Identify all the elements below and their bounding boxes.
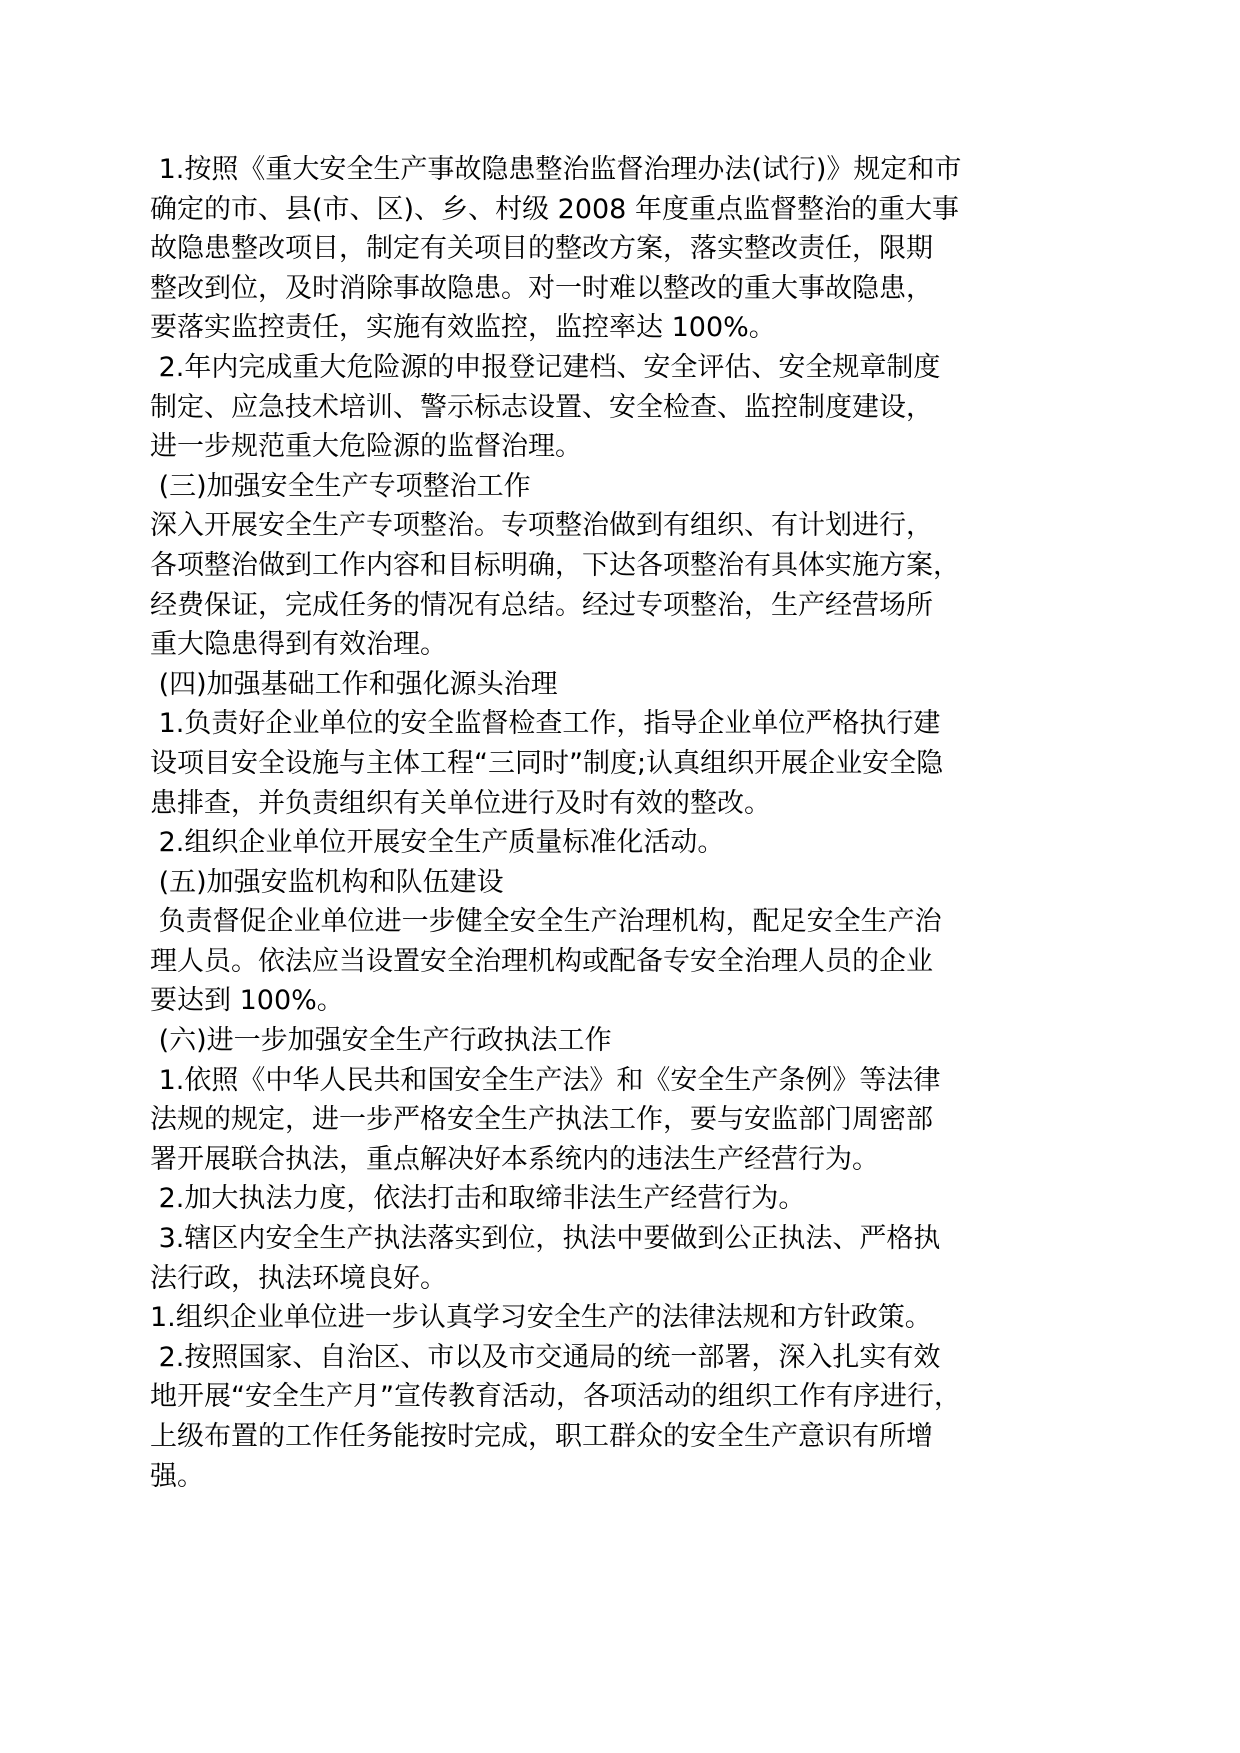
text-line: 2.组织企业单位开展安全生产质量标准化活动。 xyxy=(150,827,725,859)
text-line: 1.组织企业单位进一步认真学习安全生产的法律法规和方针政策。 xyxy=(150,1302,932,1334)
text-line: 要落实监控责任，实施有效监控，监控率达 100%。 xyxy=(150,312,776,344)
text-line: 1.负责好企业单位的安全监督检查工作，指导企业单位严格执行建 xyxy=(150,708,941,740)
text-line: (五)加强安监机构和队伍建设 xyxy=(150,866,504,898)
text-line: 1.依照《中华人民共和国安全生产法》和《安全生产条例》等法律 xyxy=(150,1064,941,1096)
text-line: (三)加强安全生产专项整治工作 xyxy=(150,470,531,502)
text-line: 制定、应急技术培训、警示标志设置、安全检查、监控制度建设， xyxy=(150,391,933,423)
text-line: 法规的规定，进一步严格安全生产执法工作，要与安监部门周密部 xyxy=(150,1104,933,1136)
text-line: 要达到 100%。 xyxy=(150,985,344,1017)
text-line: 设项目安全设施与主体工程“三同时”制度;认真组织开展企业安全隐 xyxy=(150,747,944,779)
text-line: 署开展联合执法，重点解决好本系统内的违法生产经营行为。 xyxy=(150,1143,879,1175)
text-line: 3.辖区内安全生产执法落实到位，执法中要做到公正执法、严格执 xyxy=(150,1223,941,1255)
text-line: 法行政，执法环境良好。 xyxy=(150,1262,447,1294)
text-line: 强。 xyxy=(150,1460,204,1492)
text-line: (四)加强基础工作和强化源头治理 xyxy=(150,668,558,700)
text-line: 各项整治做到工作内容和目标明确，下达各项整治有具体实施方案， xyxy=(150,549,960,581)
text-line: 经费保证，完成任务的情况有总结。经过专项整治，生产经营场所 xyxy=(150,589,933,621)
text-line: 重大隐患得到有效治理。 xyxy=(150,629,447,661)
text-line: 1.按照《重大安全生产事故隐患整治监督治理办法(试行)》规定和市 xyxy=(150,154,962,185)
text-line: 理人员。依法应当设置安全治理机构或配备专安全治理人员的企业 xyxy=(150,945,933,977)
text-line: 2.按照国家、自治区、市以及市交通局的统一部署，深入扎实有效 xyxy=(150,1341,941,1373)
document-body xyxy=(150,150,1110,1496)
text-line: 确定的市、县(市、区)、乡、村级 2008 年度重点监督整治的重大事 xyxy=(150,193,959,225)
text-line: 进一步规范重大危险源的监督治理。 xyxy=(150,431,582,463)
text-line: 地开展“安全生产月”宣传教育活动，各项活动的组织工作有序进行， xyxy=(150,1381,961,1413)
text-line: (六)进一步加强安全生产行政执法工作 xyxy=(150,1025,612,1057)
text-line: 整改到位，及时消除事故隐患。对一时难以整改的重大事故隐患， xyxy=(150,272,933,304)
text-line: 2.年内完成重大危险源的申报登记建档、安全评估、安全规章制度 xyxy=(150,351,941,383)
text-line: 深入开展安全生产专项整治。专项整治做到有组织、有计划进行， xyxy=(150,510,933,542)
text-line: 故隐患整改项目，制定有关项目的整改方案，落实整改责任，限期 xyxy=(150,233,933,265)
text-line: 负责督促企业单位进一步健全安全生产治理机构，配足安全生产治 xyxy=(150,906,942,938)
text-line: 患排查，并负责组织有关单位进行及时有效的整改。 xyxy=(150,787,771,819)
text-line: 上级布置的工作任务能按时完成，职工群众的安全生产意识有所增 xyxy=(150,1421,933,1452)
text-line: 2.加大执法力度，依法打击和取缔非法生产经营行为。 xyxy=(150,1183,806,1215)
